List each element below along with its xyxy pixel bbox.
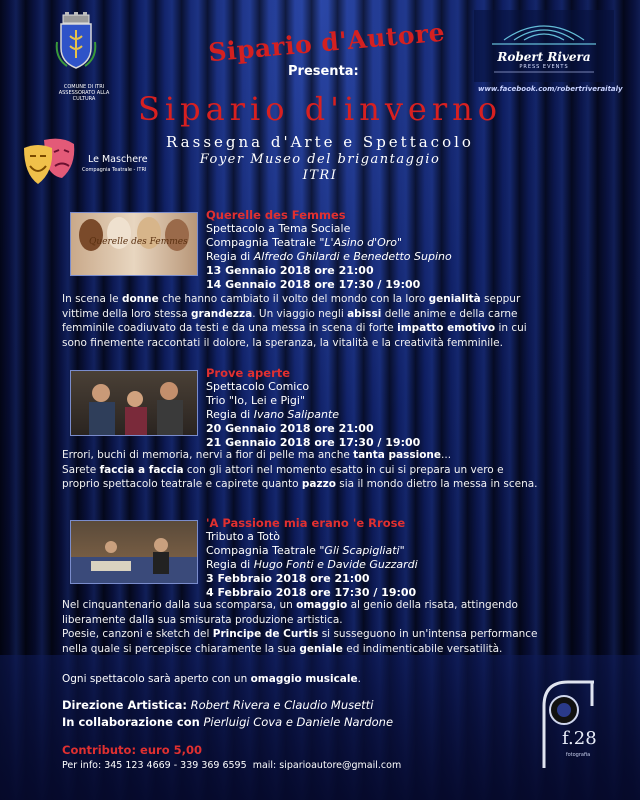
event-description (62, 598, 622, 656)
photo-logo-caption: fotografia (565, 752, 591, 758)
event-thumbnail (70, 212, 198, 276)
desc-emphasis: faccia a faccia (99, 463, 184, 476)
event-card (206, 366, 420, 450)
event-date: 3 Febbraio 2018 ore 21:00 (206, 572, 370, 585)
desc-line (62, 321, 622, 336)
event-thumbnail (70, 370, 198, 436)
desc-text: in cui (495, 322, 527, 334)
festival-venue: Foyer Museo del brigantaggio (199, 152, 441, 167)
event-title: Querelle des Femmes (206, 208, 346, 222)
desc-text: Sarete (62, 463, 100, 476)
event-title: Prove aperte (206, 366, 291, 380)
festival-subtitle: Rassegna d'Arte e Spettacolo (166, 133, 474, 151)
desc-text: sia il mondo dietro la messa in scena. (335, 478, 538, 490)
event-genre: Spettacolo a Tema Sociale (206, 222, 351, 235)
event-date: 4 Febbraio 2018 ore 17:30 / 19:00 (206, 586, 417, 599)
email-link[interactable]: siparioautore@gmail.com (279, 760, 402, 771)
event-genre: Tributo a Totò (206, 530, 281, 543)
desc-text: delle anime e della carne (381, 307, 518, 320)
organizer-name: Sipario d'Autore (207, 17, 447, 68)
desc-emphasis: impatto emotivo (397, 322, 496, 334)
desc-text: che hanno cambiato il volto del mondo con la loro (158, 293, 429, 305)
desc-emphasis: tanta passione (353, 449, 442, 461)
event-title: 'A Passione mia erano 'e Rrose (206, 516, 406, 530)
event-genre: Spettacolo Comico (206, 380, 310, 393)
desc-text: ... (441, 449, 452, 461)
presenta-label: Presenta: (288, 64, 359, 79)
director-name: Ivano Salipante (253, 408, 340, 421)
contribution-price: Contributo: euro 5,00 (62, 743, 202, 757)
direction-label: Direzione Artistica: (62, 698, 187, 712)
desc-line (62, 292, 622, 307)
mail-label: mail: (252, 760, 277, 771)
event-date: 14 Gennaio 2018 ore 17:30 / 19:00 (206, 278, 421, 291)
partner-name: Robert Rivera (497, 50, 591, 64)
company-prefix: Compagnia Teatrale (206, 236, 320, 249)
company-name: "L'Asino d'Oro" (319, 236, 403, 249)
event-card (206, 208, 452, 292)
desc-text: sono finemente raccontati il dolore, la speranza, la vitalità e la creatività femminile. (62, 336, 503, 349)
direction-names: Robert Rivera e Claudio Musetti (190, 698, 374, 712)
desc-text: con gli attori nel momento esatto in cui si prepara un vero e (183, 463, 504, 476)
event-director (206, 558, 418, 572)
event-director (206, 408, 420, 422)
theatre-masks-icon (22, 136, 76, 186)
director-name: Alfredo Ghilardi e Benedetto Supino (253, 250, 452, 263)
desc-emphasis: abissi (347, 307, 382, 320)
desc-line (62, 613, 622, 628)
collab-label: In collaborazione con (62, 715, 200, 729)
desc-line (62, 598, 622, 613)
desc-text: Nel cinquantenario dalla sua scomparsa, un (62, 599, 297, 611)
event-thumbnail (70, 520, 198, 584)
partner-url[interactable]: www.facebook.com/robertriveraitaly (478, 85, 623, 93)
collaboration (62, 715, 393, 729)
collab-names: Pierluigi Cova e Daniele Nardone (203, 715, 394, 729)
event-thumbnail-art (71, 521, 197, 583)
director-prefix: Regia di (206, 558, 254, 571)
thumbnail-caption: Querelle des Femmes (89, 237, 188, 247)
company-name: "Gli Scapigliati" (319, 544, 405, 557)
desc-emphasis: pazzo (301, 478, 336, 490)
event-company (206, 394, 420, 408)
crest-caption-line: COMUNE DI ITRI (63, 84, 105, 90)
partner-subtitle: PRESS EVENTS (519, 64, 569, 70)
event-description (62, 292, 622, 350)
tribute-text: Ogni spettacolo sarà aperto con un (62, 673, 251, 685)
desc-text: liberamente dalla sua smisurata produzione artistica. (62, 613, 343, 626)
desc-emphasis: geniale (299, 642, 343, 655)
company-logo-name: Le Maschere (88, 154, 148, 165)
director-prefix: Regia di (206, 408, 254, 421)
desc-text: . Un viaggio negli (252, 307, 348, 320)
desc-line (62, 336, 622, 351)
company-name: "Io, Lei e Pigi" (228, 394, 306, 407)
phone-numbers[interactable]: 345 123 4669 - 339 369 6595 (104, 760, 247, 771)
desc-text: Errori, buchi di memoria, nervi a fior di pelle ma anche (62, 449, 354, 461)
event-director (206, 250, 452, 264)
desc-text: seppur (480, 293, 521, 305)
tribute-text: . (357, 673, 361, 685)
artistic-direction (62, 698, 373, 712)
desc-text: femminile coadiuvato da testi e da una messa in scena di forte (62, 322, 398, 334)
director-name: Hugo Fonti e Davide Guzzardi (253, 558, 418, 571)
event-company (206, 544, 418, 558)
photo-logo-text: f.28 (562, 728, 597, 749)
tribute-emphasis: omaggio musicale (250, 673, 358, 685)
desc-text: vittime della loro stessa (62, 307, 191, 320)
event-description (62, 448, 622, 492)
crest-caption-line: ASSESSORATO ALLA CULTURA (58, 90, 110, 102)
desc-emphasis: grandezza (191, 307, 253, 320)
desc-emphasis: Principe de Curtis (212, 628, 319, 640)
company-prefix: Trio (206, 394, 229, 407)
desc-text: si susseguono in un'intensa performance (318, 628, 538, 640)
desc-emphasis: genialità (428, 293, 481, 305)
director-prefix: Regia di (206, 250, 254, 263)
festival-city: ITRI (302, 168, 338, 183)
desc-text: proprio spettacolo teatrale e capirete quanto (62, 478, 302, 490)
desc-text: al genio della risata, attingendo (347, 599, 518, 611)
info-label: Per info: (62, 760, 102, 771)
desc-line (62, 448, 622, 463)
company-prefix: Compagnia Teatrale (206, 544, 320, 557)
desc-text: In scena le (62, 293, 122, 305)
robert-rivera-logo-icon (474, 10, 614, 82)
desc-text: ed indimenticabile versatilità. (342, 642, 503, 655)
desc-emphasis: omaggio (296, 599, 348, 611)
music-tribute-note (62, 673, 361, 685)
event-date: 20 Gennaio 2018 ore 21:00 (206, 422, 374, 435)
desc-emphasis: donne (121, 293, 159, 305)
festival-title: Sipario d'inverno (138, 90, 502, 128)
desc-line (62, 642, 622, 657)
desc-line (62, 627, 622, 642)
event-date: 13 Gennaio 2018 ore 21:00 (206, 264, 374, 277)
contact-info (62, 760, 401, 771)
desc-text: Poesie, canzoni e sketch del (62, 628, 213, 640)
event-date: 21 Gennaio 2018 ore 17:30 / 19:00 (206, 436, 421, 449)
desc-line (62, 477, 622, 492)
desc-line (62, 307, 622, 322)
desc-text: nella quale si percepisce chiaramente la sua (62, 642, 300, 655)
city-crest-icon (55, 12, 97, 70)
desc-line (62, 463, 622, 478)
event-card (206, 516, 418, 600)
event-thumbnail-art (71, 371, 197, 435)
event-company (206, 236, 452, 250)
company-logo-subtitle: Compagnia Teatrale - ITRI (82, 167, 147, 173)
